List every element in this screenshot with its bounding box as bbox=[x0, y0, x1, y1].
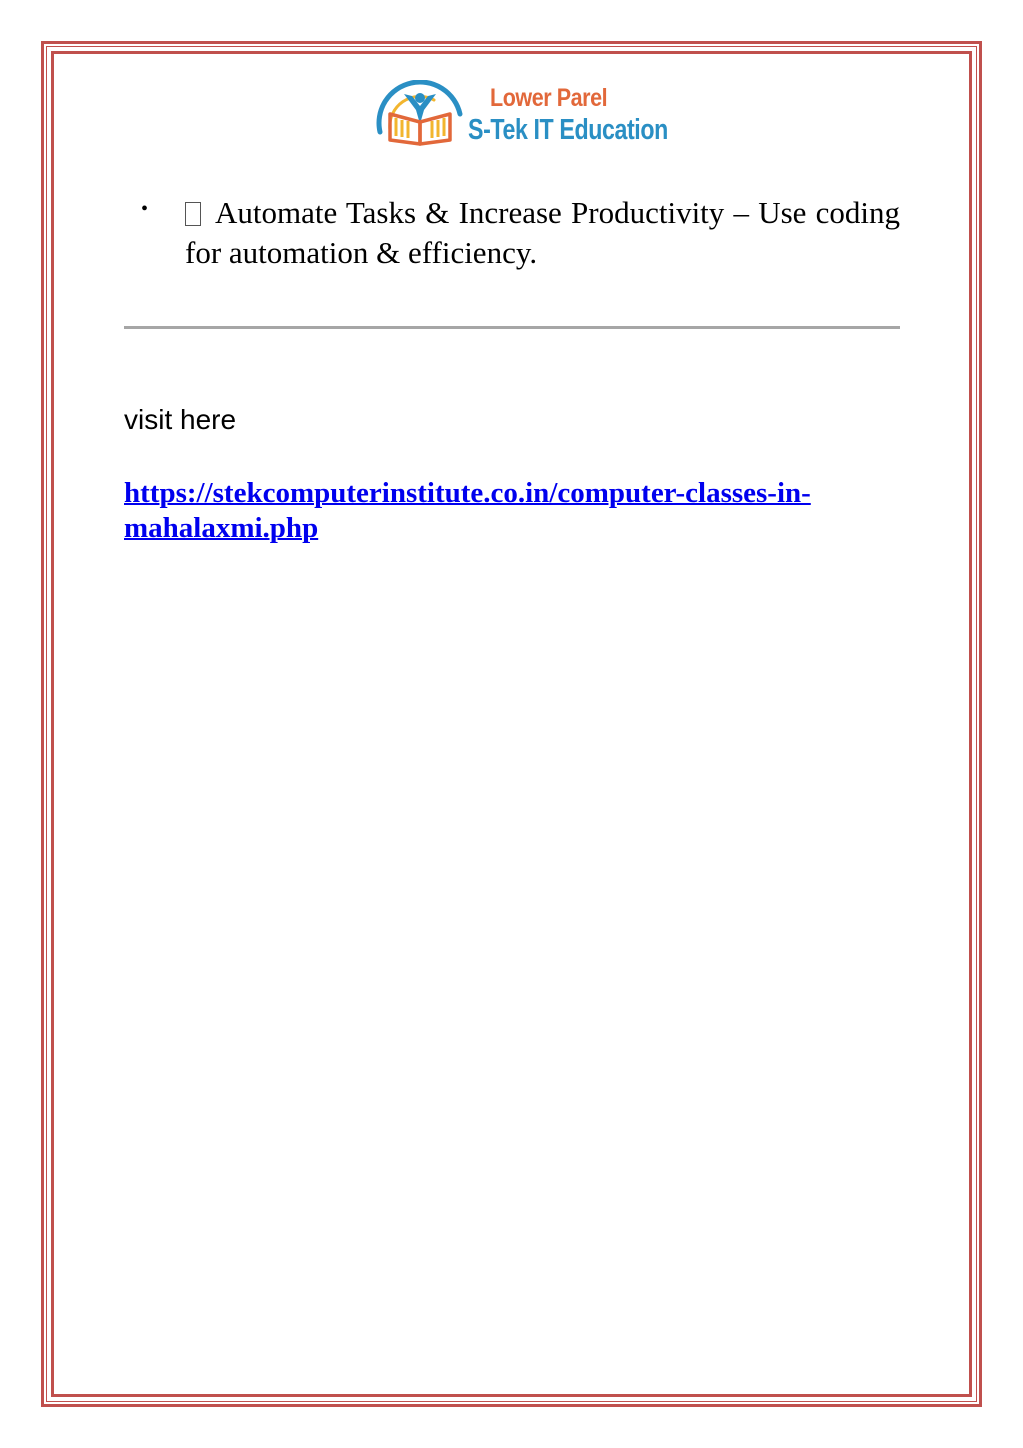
logo-line-1: Lower Parel bbox=[490, 84, 608, 112]
logo bbox=[376, 80, 676, 150]
bullet-text: Automate Tasks & Increase Productivity – Use coding for automation & efficiency. bbox=[185, 195, 900, 270]
visit-label: visit here bbox=[124, 404, 237, 435]
logo-line-2: S-Tek IT Education bbox=[468, 114, 668, 146]
horizontal-divider bbox=[124, 326, 900, 329]
website-link[interactable]: https://stekcomputerinstitute.co.in/computer-classes-in-mahalaxmi.php bbox=[124, 477, 811, 544]
bullet-marker: • bbox=[141, 198, 149, 220]
bullet-text-container bbox=[185, 193, 900, 273]
missing-glyph-icon bbox=[185, 202, 201, 226]
book-person-icon bbox=[376, 80, 466, 150]
